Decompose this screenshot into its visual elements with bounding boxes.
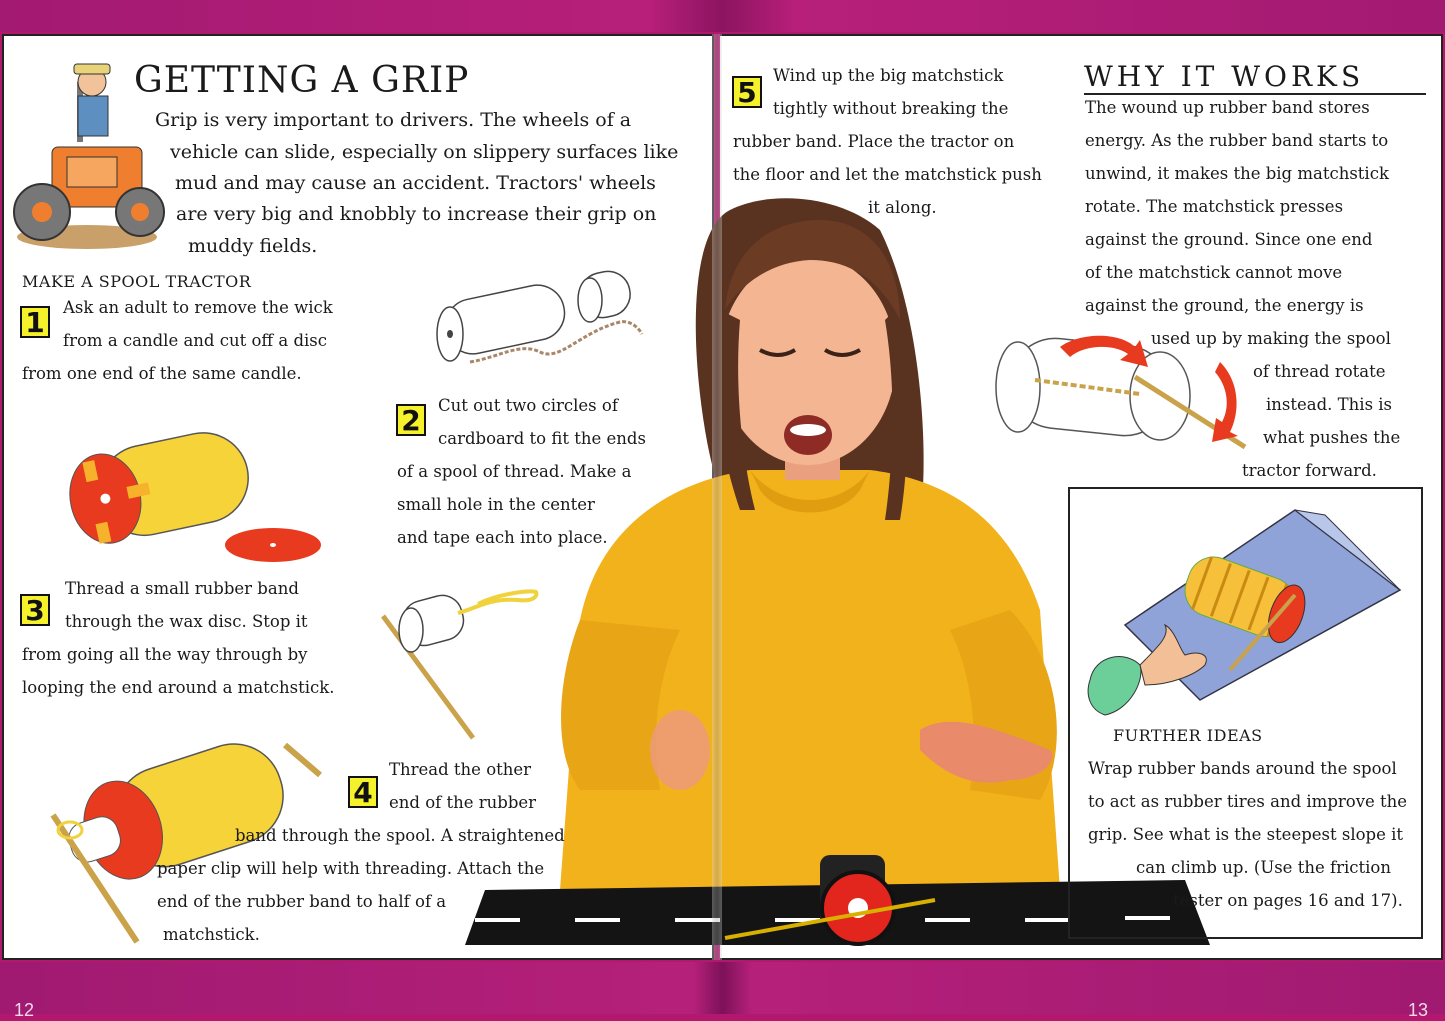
why-line: against the ground. Since one end — [1085, 230, 1373, 249]
step-4-line: paper clip will help with threading. Attach the — [157, 859, 545, 878]
step-4-text — [157, 753, 565, 951]
step-4-line: band through the spool. A straightened — [235, 826, 565, 845]
step-3-line: through the wax disc. Stop it — [65, 612, 308, 631]
step-3-line: looping the end around a matchstick. — [22, 678, 335, 697]
book-gutter — [712, 34, 722, 960]
step-2-line: Cut out two circles of — [438, 396, 618, 415]
further-line: to act as rubber tires and improve the — [1088, 792, 1408, 811]
rotation-diagram — [990, 332, 1255, 452]
further-ideas-heading: FURTHER IDEAS — [1113, 726, 1263, 745]
why-line: instead. This is — [1266, 395, 1393, 414]
step-1-badge: 1 — [20, 306, 50, 338]
step-2-line: and tape each into place. — [397, 528, 608, 547]
further-line: can climb up. (Use the friction — [1136, 858, 1391, 877]
step-4-line: end of the rubber band to half of a — [157, 892, 447, 911]
step-3-line: from going all the way through by — [22, 645, 308, 664]
why-line: against the ground, the energy is — [1085, 296, 1364, 315]
why-line: The wound up rubber band stores — [1085, 98, 1370, 117]
why-line: energy. As the rubber band starts to — [1085, 131, 1389, 150]
page-number-right: 13 — [1408, 1000, 1429, 1020]
why-line: what pushes the — [1263, 428, 1401, 447]
step-1-line: Ask an adult to remove the wick — [63, 298, 333, 317]
ramp-illustration — [1085, 505, 1415, 720]
wax-disc-illustration — [378, 588, 548, 748]
step-4-line: end of the rubber — [389, 793, 537, 812]
further-line: Wrap rubber bands around the spool — [1088, 759, 1397, 778]
top-magenta-band — [0, 0, 1445, 32]
why-line: of thread rotate — [1253, 362, 1386, 381]
step-3-line: Thread a small rubber band — [65, 579, 299, 598]
intro-line-2: vehicle can slide, especially on slippery surfaces like — [170, 141, 679, 163]
further-line: grip. See what is the steepest slope it — [1088, 825, 1404, 844]
step-3-text — [22, 572, 335, 704]
step-1-text — [22, 291, 333, 390]
spool-disc-illustration — [60, 420, 330, 570]
step-5-line: it along. — [868, 198, 937, 217]
step-5-badge: 5 — [732, 76, 762, 108]
page-number-left: 12 — [14, 1000, 35, 1020]
why-line: unwind, it makes the big matchstick — [1085, 164, 1389, 183]
step-5-line: rubber band. Place the tractor on — [733, 132, 1015, 151]
intro-line-5: muddy fields. — [188, 235, 318, 257]
step-4-line: Thread the other — [389, 760, 532, 779]
step-2-line: of a spool of thread. Make a — [397, 462, 632, 481]
step-2-line: cardboard to fit the ends — [438, 429, 646, 448]
step-4-line: matchstick. — [163, 925, 260, 944]
why-line: rotate. The matchstick presses — [1085, 197, 1344, 216]
step-5-text — [733, 59, 1042, 224]
step-5-line: the floor and let the matchstick push — [733, 165, 1042, 184]
intro-line-3: mud and may cause an accident. Tractors' wheels — [175, 172, 656, 194]
why-line: used up by making the spool — [1151, 329, 1391, 348]
why-line: of the matchstick cannot move — [1085, 263, 1343, 282]
step-2-line: small hole in the center — [397, 495, 595, 514]
further-ideas-text — [1088, 752, 1407, 917]
why-line: tractor forward. — [1242, 461, 1377, 480]
page-title: GETTING A GRIP — [134, 60, 470, 101]
step-5-line: tightly without breaking the — [773, 99, 1009, 118]
intro-line-1: Grip is very important to drivers. The wheels of a — [155, 109, 632, 131]
bottom-magenta-band — [0, 962, 1445, 1014]
step-1-line: from a candle and cut off a disc — [63, 331, 327, 350]
step-2-badge: 2 — [396, 404, 426, 436]
project-heading: MAKE A SPOOL TRACTOR — [22, 272, 252, 291]
step-1-line: from one end of the same candle. — [22, 364, 302, 383]
step-3-badge: 3 — [20, 594, 50, 626]
further-line: tester on pages 16 and 17). — [1173, 891, 1403, 910]
step-4-badge: 4 — [348, 776, 378, 808]
why-it-works-heading: WHY IT WORKS — [1084, 60, 1426, 95]
candle-illustration — [430, 262, 650, 372]
intro-line-4: are very big and knobbly to increase their grip on — [176, 203, 657, 225]
step-2-text — [397, 389, 646, 554]
step-5-line: Wind up the big matchstick — [773, 66, 1004, 85]
